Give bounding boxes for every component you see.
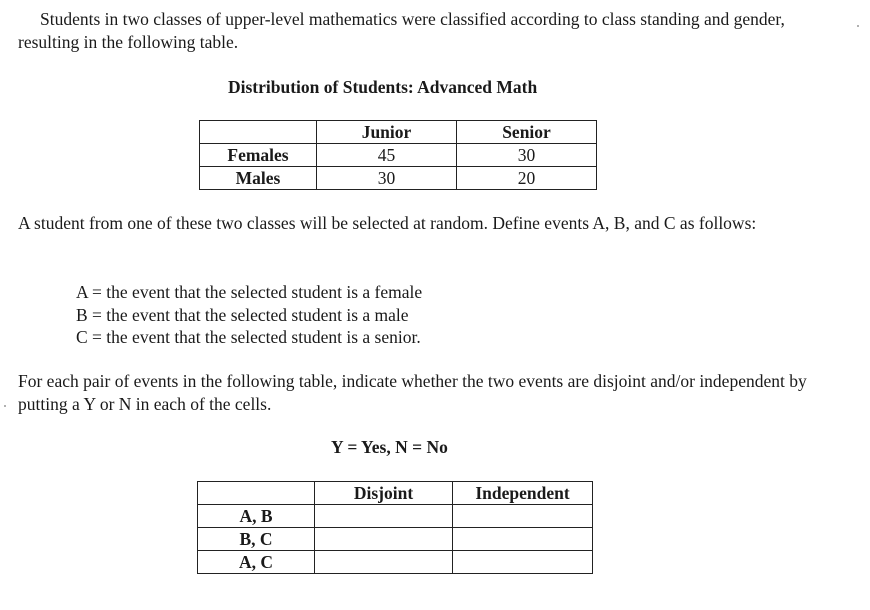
table1-title: Distribution of Students: Advanced Math (228, 77, 538, 97)
table-row (198, 528, 593, 551)
distribution-table (199, 120, 597, 190)
answer-cell-ac-disjoint[interactable] (315, 551, 453, 574)
column-header-junior: Junior (317, 121, 457, 144)
answer-cell-bc-independent[interactable] (453, 528, 593, 551)
row-label-ab: A, B (198, 505, 315, 528)
scan-speck (857, 25, 859, 27)
selection-paragraph: A student from one of these two classes will be selected at random. Define events A, B, and C as follows: (18, 213, 757, 233)
instruction-paragraph: For each pair of events in the following table, indicate whether the two events are disjoint and/or independent by putting a Y or N in each of the cells. (18, 371, 807, 414)
table-row (198, 505, 593, 528)
answer-legend: Y = Yes, N = No (331, 437, 448, 457)
table-corner-cell (198, 482, 315, 505)
column-header-disjoint: Disjoint (315, 482, 453, 505)
cell-females-junior: 45 (317, 144, 457, 167)
definition-a: A = the event that the selected student is a female (76, 282, 423, 302)
event-definitions (76, 281, 422, 349)
table-row (198, 551, 593, 574)
row-label-females: Females (200, 144, 317, 167)
definition-c: C = the event that the selected student is a senior. (76, 327, 421, 347)
cell-females-senior: 30 (457, 144, 597, 167)
cell-males-junior: 30 (317, 167, 457, 190)
answer-cell-ab-disjoint[interactable] (315, 505, 453, 528)
row-label-ac: A, C (198, 551, 315, 574)
answer-cell-ab-independent[interactable] (453, 505, 593, 528)
cell-males-senior: 20 (457, 167, 597, 190)
answer-cell-ac-independent[interactable] (453, 551, 593, 574)
table-row (200, 167, 597, 190)
column-header-senior: Senior (457, 121, 597, 144)
definition-b: B = the event that the selected student is a male (76, 304, 409, 325)
table-corner-cell (200, 121, 317, 144)
scan-speck (4, 405, 6, 407)
intro-paragraph (18, 8, 818, 54)
answer-table (197, 481, 593, 574)
table-header-row (200, 121, 597, 144)
table-header-row (198, 482, 593, 505)
table-row (200, 144, 597, 167)
row-label-males: Males (200, 167, 317, 190)
column-header-independent: Independent (453, 482, 593, 505)
intro-text: Students in two classes of upper-level mathematics were classified according to class standing and gender, resulting in the following table. (18, 9, 785, 52)
answer-cell-bc-disjoint[interactable] (315, 528, 453, 551)
row-label-bc: B, C (198, 528, 315, 551)
